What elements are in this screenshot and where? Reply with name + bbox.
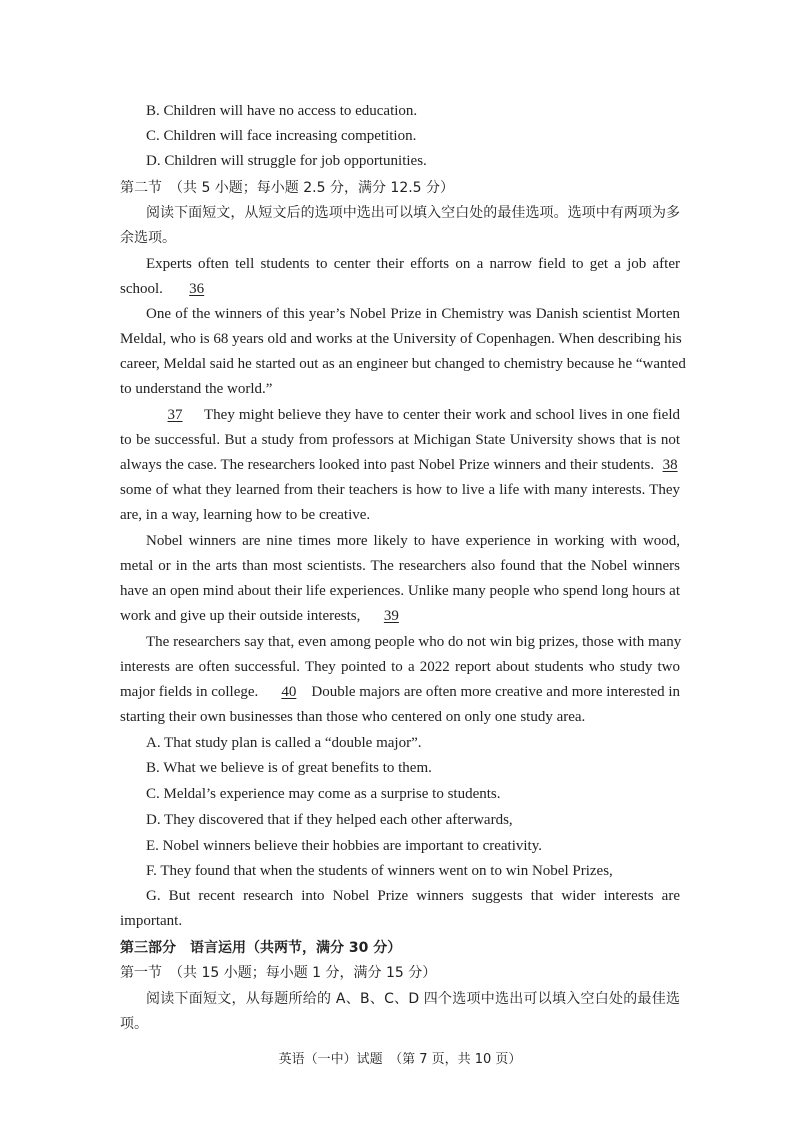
option-g-line2: important. (120, 913, 183, 929)
page-footer: 英语（一中）试题 （第 7 页，共 10 页） (278, 1052, 522, 1067)
part3-section1-header: 第一节 （共 15 小题；每小题 1 分，满分 15 分） (120, 965, 437, 981)
passage-p3-line5: are, in a way, learning how to be creative. (120, 507, 371, 523)
prev-option-d: D. Children will struggle for job opportunities. (146, 153, 427, 169)
passage-p2-line2: Meldal, who is 68 years old and works at the University of Copenhagen. When describing his (120, 331, 682, 347)
option-a: A. That study plan is called a “double major”. (146, 735, 422, 751)
passage-p2-line1: One of the winners of this year’s Nobel Prize in Chemistry was Danish scientist Morten (146, 306, 680, 322)
passage-text: They might believe they have to center their work and school lives in one field (204, 407, 680, 423)
option-f: F. They found that when the students of winners went on to win Nobel Prizes, (146, 863, 613, 879)
passage-p5-line2: interests are often successful. They pointed to a 2022 report about students who study two (120, 659, 680, 675)
passage-p3-line2: to be successful. But a study from professors at Michigan State University shows that is not (120, 432, 680, 448)
section2-instruction-line2: 余选项。 (120, 230, 176, 246)
passage-p4-line2: metal or in the arts than most scientists. The researchers also found that the Nobel winners (120, 558, 680, 574)
passage-p2-line3: career, Meldal said he started out as an engineer but changed to chemistry because he “wanted (120, 356, 686, 372)
option-c: C. Meldal’s experience may come as a surprise to students. (146, 786, 501, 802)
passage-p1-line2 (120, 279, 680, 299)
part3-instruction-line2: 项。 (120, 1016, 148, 1032)
passage-text: Double majors are often more creative and more interested in (311, 684, 680, 700)
passage-p3-line1 (120, 405, 680, 425)
section2-header: 第二节 （共 5 小题；每小题 2.5 分，满分 12.5 分） (120, 180, 455, 196)
passage-p3-line4: some of what they learned from their teachers is how to live a life with many interests. They (120, 482, 680, 498)
option-g-line1: G. But recent research into Nobel Prize winners suggests that wider interests are (146, 888, 680, 904)
passage-text: major fields in college. (120, 684, 259, 700)
blank-37: 37 (167, 407, 183, 423)
option-d: D. They discovered that if they helped each other afterwards, (146, 812, 513, 828)
part3-instruction-line1: 阅读下面短文，从每题所给的 A、B、C、D 四个选项中选出可以填入空白处的最佳选 (146, 991, 680, 1007)
passage-p4-line4 (120, 606, 680, 626)
passage-p2-line4: to understand the world.” (120, 381, 273, 397)
prev-option-b: B. Children will have no access to education. (146, 103, 418, 119)
section2-instruction-line1: 阅读下面短文，从短文后的选项中选出可以填入空白处的最佳选项。选项中有两项为多 (146, 205, 680, 221)
passage-p5-line4: starting their own businesses than those who centered on only one study area. (120, 709, 586, 725)
passage-p3-line3 (120, 455, 680, 475)
passage-p4-line1: Nobel winners are nine times more likely to have experience in working with wood, (146, 533, 680, 549)
passage-p4-line3: have an open mind about their life experiences. Unlike many people who spend long hours at (120, 583, 680, 599)
blank-36: 36 (189, 281, 205, 297)
prev-option-c: C. Children will face increasing competition. (146, 128, 417, 144)
blank-39: 39 (383, 608, 399, 624)
option-b: B. What we believe is of great benefits to them. (146, 760, 432, 776)
part3-title: 第三部分 语言运用（共两节，满分 30 分） (120, 940, 402, 956)
blank-38: 38 (662, 457, 678, 473)
passage-p5-line1: The researchers say that, even among people who do not win big prizes, those with many (146, 634, 682, 650)
passage-p1-line1: Experts often tell students to center their efforts on a narrow field to get a job after (146, 256, 680, 272)
blank-40: 40 (281, 684, 297, 700)
passage-text: work and give up their outside interests, (120, 608, 361, 624)
option-e: E. Nobel winners believe their hobbies are important to creativity. (146, 838, 542, 854)
passage-text: always the case. The researchers looked into past Nobel Prize winners and their students. (120, 457, 655, 473)
passage-text: school. (120, 281, 163, 297)
passage-p5-line3 (120, 682, 680, 702)
